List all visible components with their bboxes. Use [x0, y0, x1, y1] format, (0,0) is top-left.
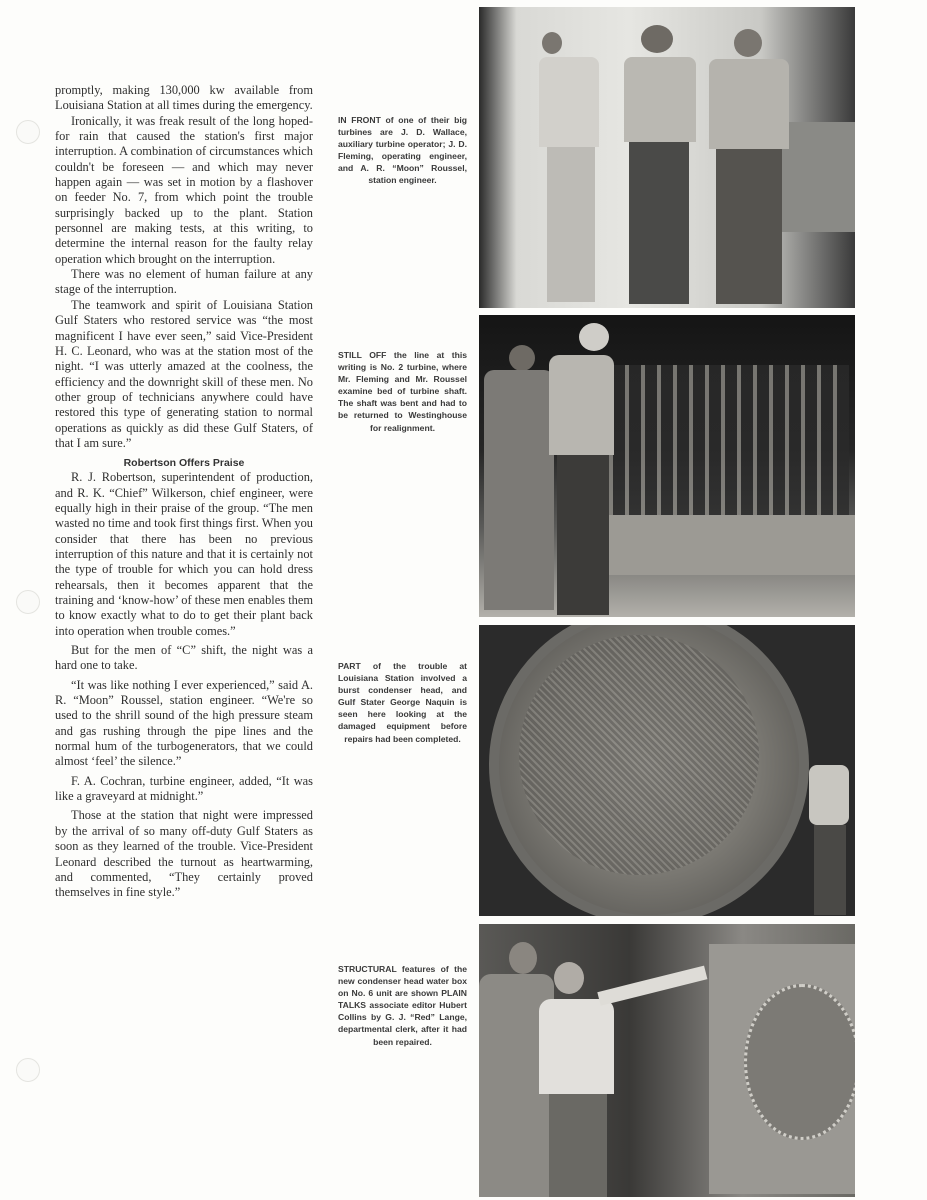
- photo-turbine-bed: [479, 315, 855, 617]
- section-heading: Robertson Offers Praise: [123, 457, 245, 470]
- photo-caption: STRUCTURAL features of the new condenser head water box on No. 6 unit are shown PLAIN TALKS associate editor Hubert Collins by G. J. “Red” Lange, departmental clerk, after it had been repaired.: [338, 964, 467, 1047]
- article-paragraph: promptly, making 130,000 kw available from Louisiana Station at all times during the emergency.: [55, 83, 313, 113]
- photo-caption: PART of the trouble at Louisiana Station involved a burst condenser head, and Gulf Stater George Naquin is seen here looking at the damaged equipment before repairs had been completed.: [338, 661, 467, 744]
- punch-hole: [16, 590, 40, 614]
- article-paragraph: R. J. Robertson, superintendent of production, and R. K. “Chief” Wilkerson, chief engineer, were equally high in their praise of the group. “The men wasted no time and took first things first. When you consider that there has been no previous interruption of this nature and that it is certainly not the type of trouble for which you can hold dress rehearsals, then it becomes apparent that the training and ‘know-how’ of these men enables them to know exactly what to do to get their plant back into operation when trouble comes.”: [55, 470, 313, 638]
- photo-condenser-water-box: [479, 924, 855, 1197]
- article-paragraph: F. A. Cochran, turbine engineer, added, “It was like a graveyard at midnight.”: [55, 773, 313, 804]
- article-paragraph: But for the men of “C” shift, the night was a hard one to take.: [55, 643, 313, 673]
- photo-caption: IN FRONT of one of their big turbines are J. D. Wallace, auxiliary turbine operator; J. D. Fleming, operating engineer, and A. R. “Moon” Roussel, station engineer.: [338, 115, 467, 186]
- photo-caption: STILL OFF the line at this writing is No. 2 turbine, where Mr. Fleming and Mr. Roussel examine bed of turbine shaft. The shaft was bent and had to be returned to Westinghouse for realignment.: [338, 350, 467, 433]
- article-paragraph: There was no element of human failure at any stage of the interruption.: [55, 267, 313, 297]
- article-paragraph: “It was like nothing I ever experienced,” said A. R. “Moon” Roussel, station engineer. “We're so used to the shrill sound of the high pressure steam and gas rushing through the pipe lines and the normal hum of the turbogenerators, that we could almost ‘feel’ the silence.”: [55, 677, 313, 769]
- photo-burst-condenser: [479, 625, 855, 916]
- article-paragraph: Ironically, it was freak result of the long hoped-for rain that caused the station's first major interruption. A combination of circumstances which couldn't be foreseen — and which may never happen again — was set in motion by a flashover on feeder No. 7, from which point the trouble surprisingly backed up to the plant. Station personnel are making tests, at this writing, to determine the internal reason for the faulty relay operation which brought on the interruption.: [55, 113, 313, 266]
- article-paragraph: Those at the station that night were impressed by the arrival of so many off-duty Gulf Staters as soon as they learned of the trouble. Vice-President Leonard described the turnout as heartwarming, and commented, “They certainly proved themselves in fine style.”: [55, 808, 313, 900]
- photo-men-at-turbine: [479, 7, 855, 308]
- punch-hole: [16, 1058, 40, 1082]
- article-column: [55, 83, 313, 901]
- article-paragraph: The teamwork and spirit of Louisiana Station Gulf Staters who restored service was “the most magnificent I have ever seen,” said Vice-President H. C. Leonard, who was at the station most of the night. “I was utterly amazed at the coolness, the efficiency and the downright skill of these men. No other group of technicians anywhere could have restored this type of generating station to normal operations as quickly as did these Gulf Staters, of that I am sure.”: [55, 297, 313, 450]
- punch-hole: [16, 120, 40, 144]
